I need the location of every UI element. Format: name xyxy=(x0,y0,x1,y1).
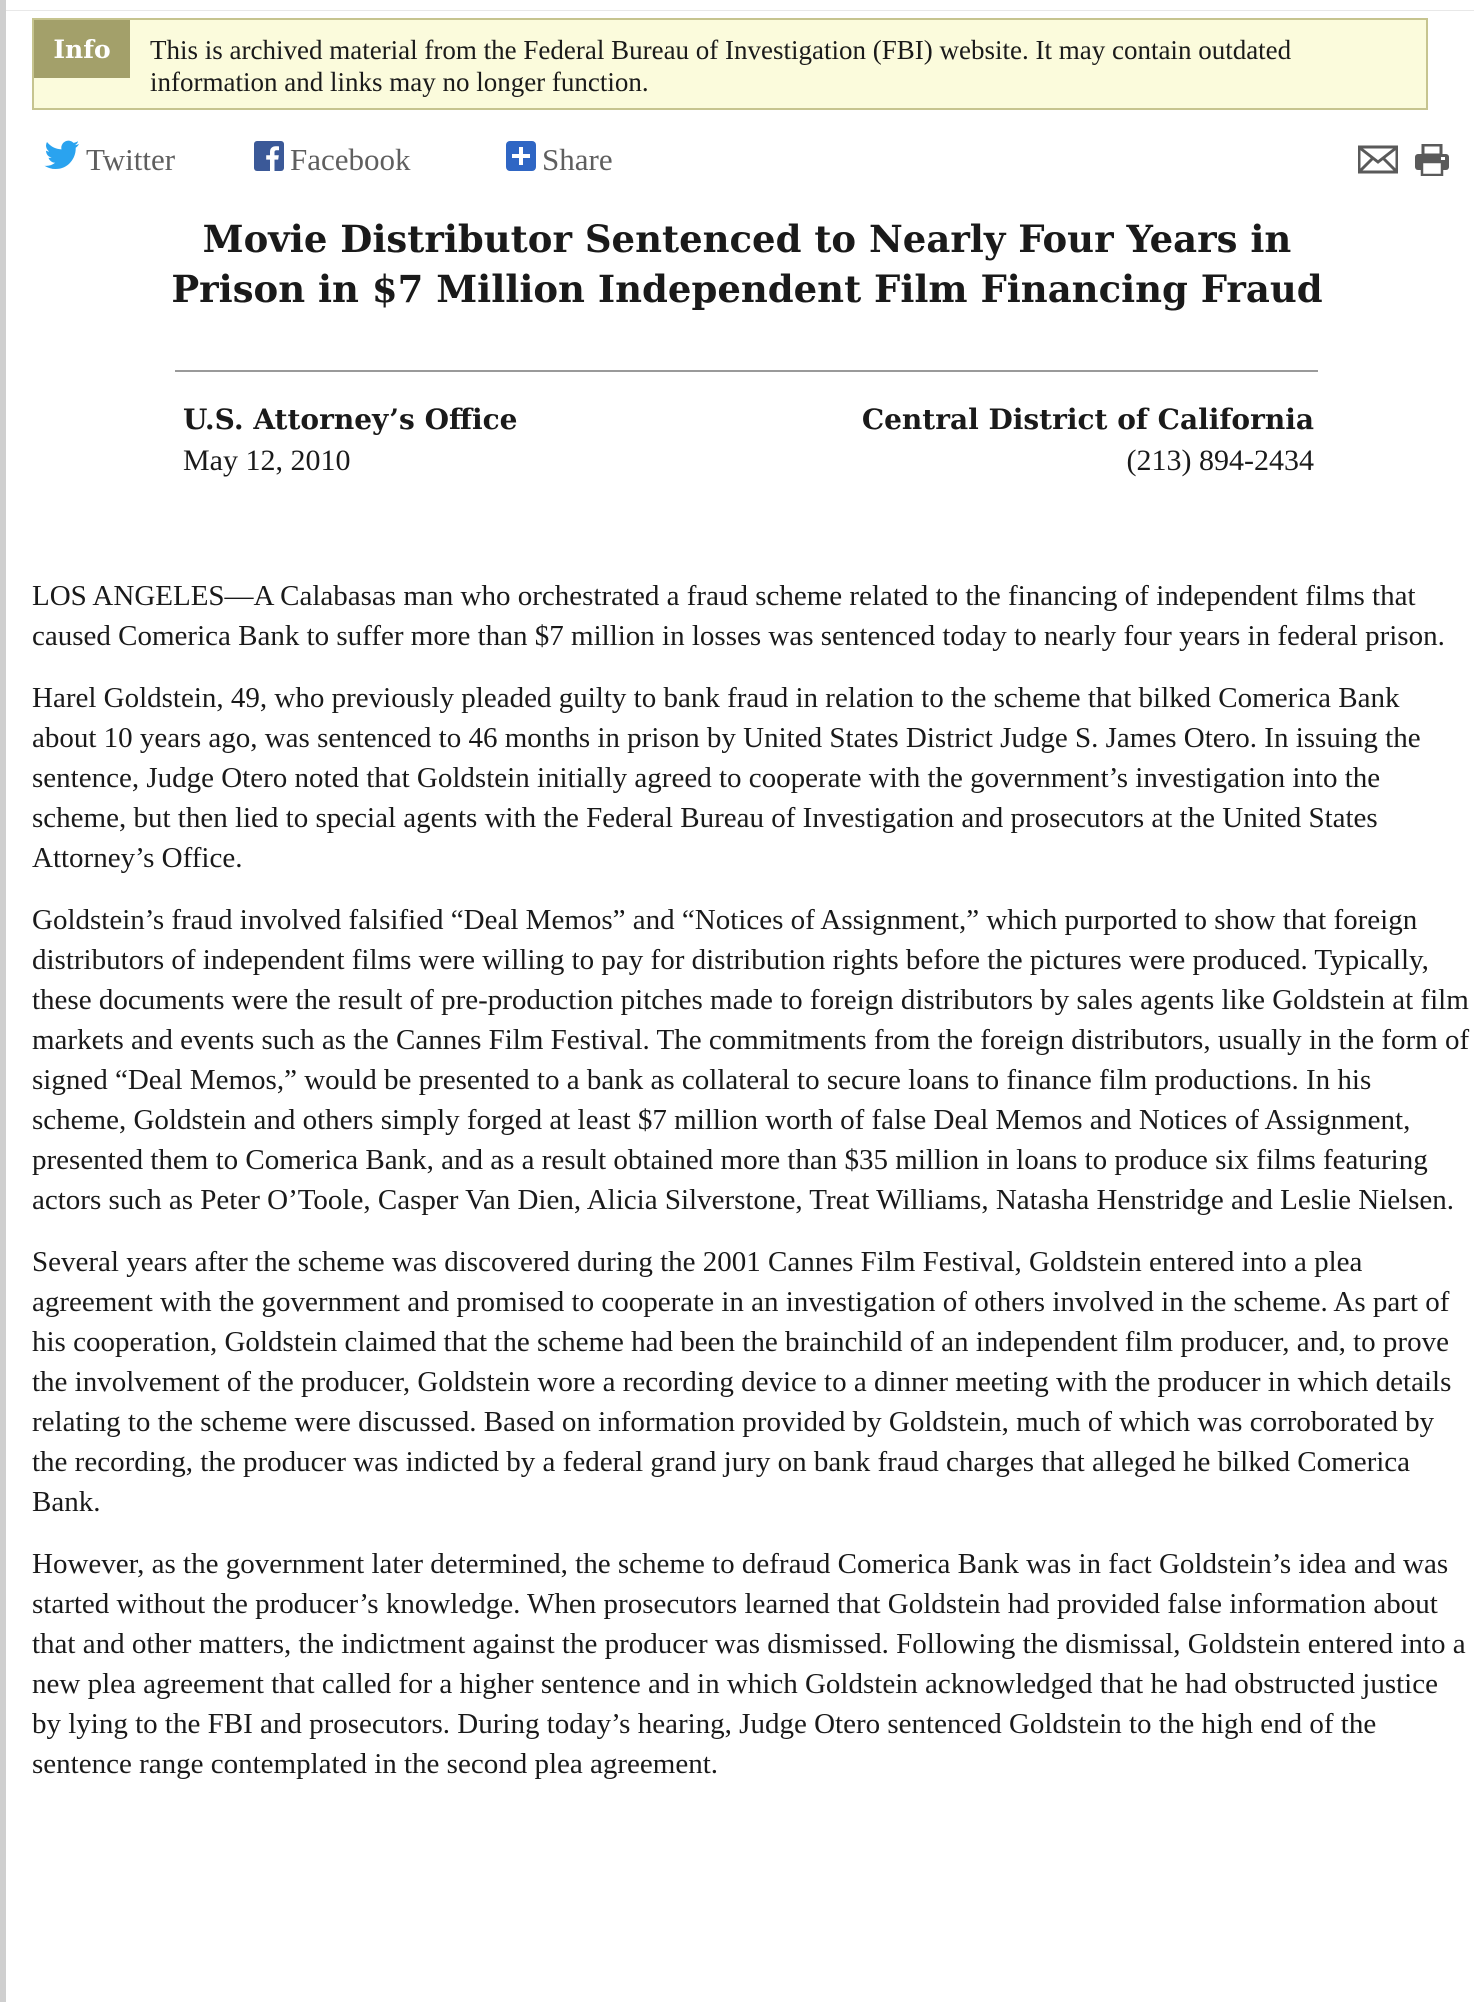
share-plus-icon xyxy=(506,141,542,179)
share-bar xyxy=(40,136,1436,184)
top-edge-strip xyxy=(6,0,1474,11)
twitter-icon xyxy=(44,140,86,180)
email-icon[interactable] xyxy=(1358,144,1398,178)
page-left-border xyxy=(0,0,6,2002)
info-banner-text: This is archived material from the Federal Bureau of Investigation (FBI) website. It may contain outdated information and links may no longer function. xyxy=(150,35,1292,97)
article-body xyxy=(32,576,1470,1806)
share-link[interactable] xyxy=(506,136,613,184)
office-phone: (213) 894-2434 xyxy=(1126,444,1314,477)
article-paragraph: Several years after the scheme was discovered during the 2001 Cannes Film Festival, Goldstein entered into a plea agreement with the government and promised to cooperate in an investigation of others involved in the scheme. As part of his cooperation, Goldstein claimed that the scheme had been the brainchild of an independent film producer, and, to prove the involvement of the producer, Goldstein wore a recording device to a dinner meeting with the producer in which details relating to the scheme were discussed. Based on information provided by Goldstein, much of which was corroborated by the recording, the producer was indicted by a federal grand jury on bank fraud charges that alleged he bilked Comerica Bank. xyxy=(32,1246,1452,1518)
page-title: Movie Distributor Sentenced to Nearly Four Years in Prison in $7 Million Independent Film Financing Fraud xyxy=(171,217,1323,311)
district-name: Central District of California xyxy=(861,403,1314,436)
share-label: Share xyxy=(542,142,613,177)
office-name: U.S. Attorney’s Office xyxy=(183,403,518,436)
title-divider xyxy=(175,370,1318,372)
meta-left xyxy=(183,400,517,482)
facebook-icon xyxy=(254,141,290,179)
meta-right xyxy=(862,400,1314,482)
twitter-share-link[interactable] xyxy=(44,136,175,184)
article-paragraph: Goldstein’s fraud involved falsified “Deal Memos” and “Notices of Assignment,” which purported to show that foreign distributors of independent films were willing to pay for distribution rights before the pictures were produced. Typically, these documents were the result of pre-production pitches made to foreign distributors by sales agents like Goldstein at film markets and events such as the Cannes Film Festival. The commitments from the foreign distributors, usually in the form of signed “Deal Memos,” would be presented to a bank as collateral to secure loans to finance film productions. In his scheme, Goldstein and others simply forged at least $7 million worth of false Deal Memos and Notices of Assignment, presented them to Comerica Bank, and as a result obtained more than $35 million in loans to produce six films featuring actors such as Peter O’Toole, Casper Van Dien, Alicia Silverstone, Treat Williams, Natasha Henstridge and Leslie Nielsen. xyxy=(32,904,1470,1216)
article-paragraph: However, as the government later determined, the scheme to defraud Comerica Bank was in fact Goldstein’s idea and was started without the producer’s knowledge. When prosecutors learned that Goldstein had provided false information about that and other matters, the indictment against the producer was dismissed. Following the dismissal, Goldstein entered into a new plea agreement that called for a higher sentence and in which Goldstein acknowledged that he had obstructed justice by lying to the FBI and prosecutors. During today’s hearing, Judge Otero sentenced Goldstein to the high end of the sentence range contemplated in the second plea agreement. xyxy=(32,1548,1466,1780)
print-icon[interactable] xyxy=(1414,144,1450,180)
release-date: May 12, 2010 xyxy=(183,444,351,477)
facebook-label: Facebook xyxy=(290,142,411,177)
info-tag: Info xyxy=(34,20,130,78)
twitter-label: Twitter xyxy=(86,142,176,177)
article-paragraph: Harel Goldstein, 49, who previously pleaded guilty to bank fraud in relation to the scheme that bilked Comerica Bank about 10 years ago, was sentenced to 46 months in prison by United States District Judge S. James Otero. In issuing the sentence, Judge Otero noted that Goldstein initially agreed to cooperate with the government’s investigation into the scheme, but then lied to special agents with the Federal Bureau of Investigation and prosecutors at the United States Attorney’s Office. xyxy=(32,682,1421,874)
article-paragraph: LOS ANGELES—A Calabasas man who orchestrated a fraud scheme related to the financing of independent films that caused Comerica Bank to suffer more than $7 million in losses was sentenced today to nearly four years in federal prison. xyxy=(32,580,1445,652)
facebook-share-link[interactable] xyxy=(254,136,411,184)
archive-info-banner xyxy=(32,18,1428,110)
